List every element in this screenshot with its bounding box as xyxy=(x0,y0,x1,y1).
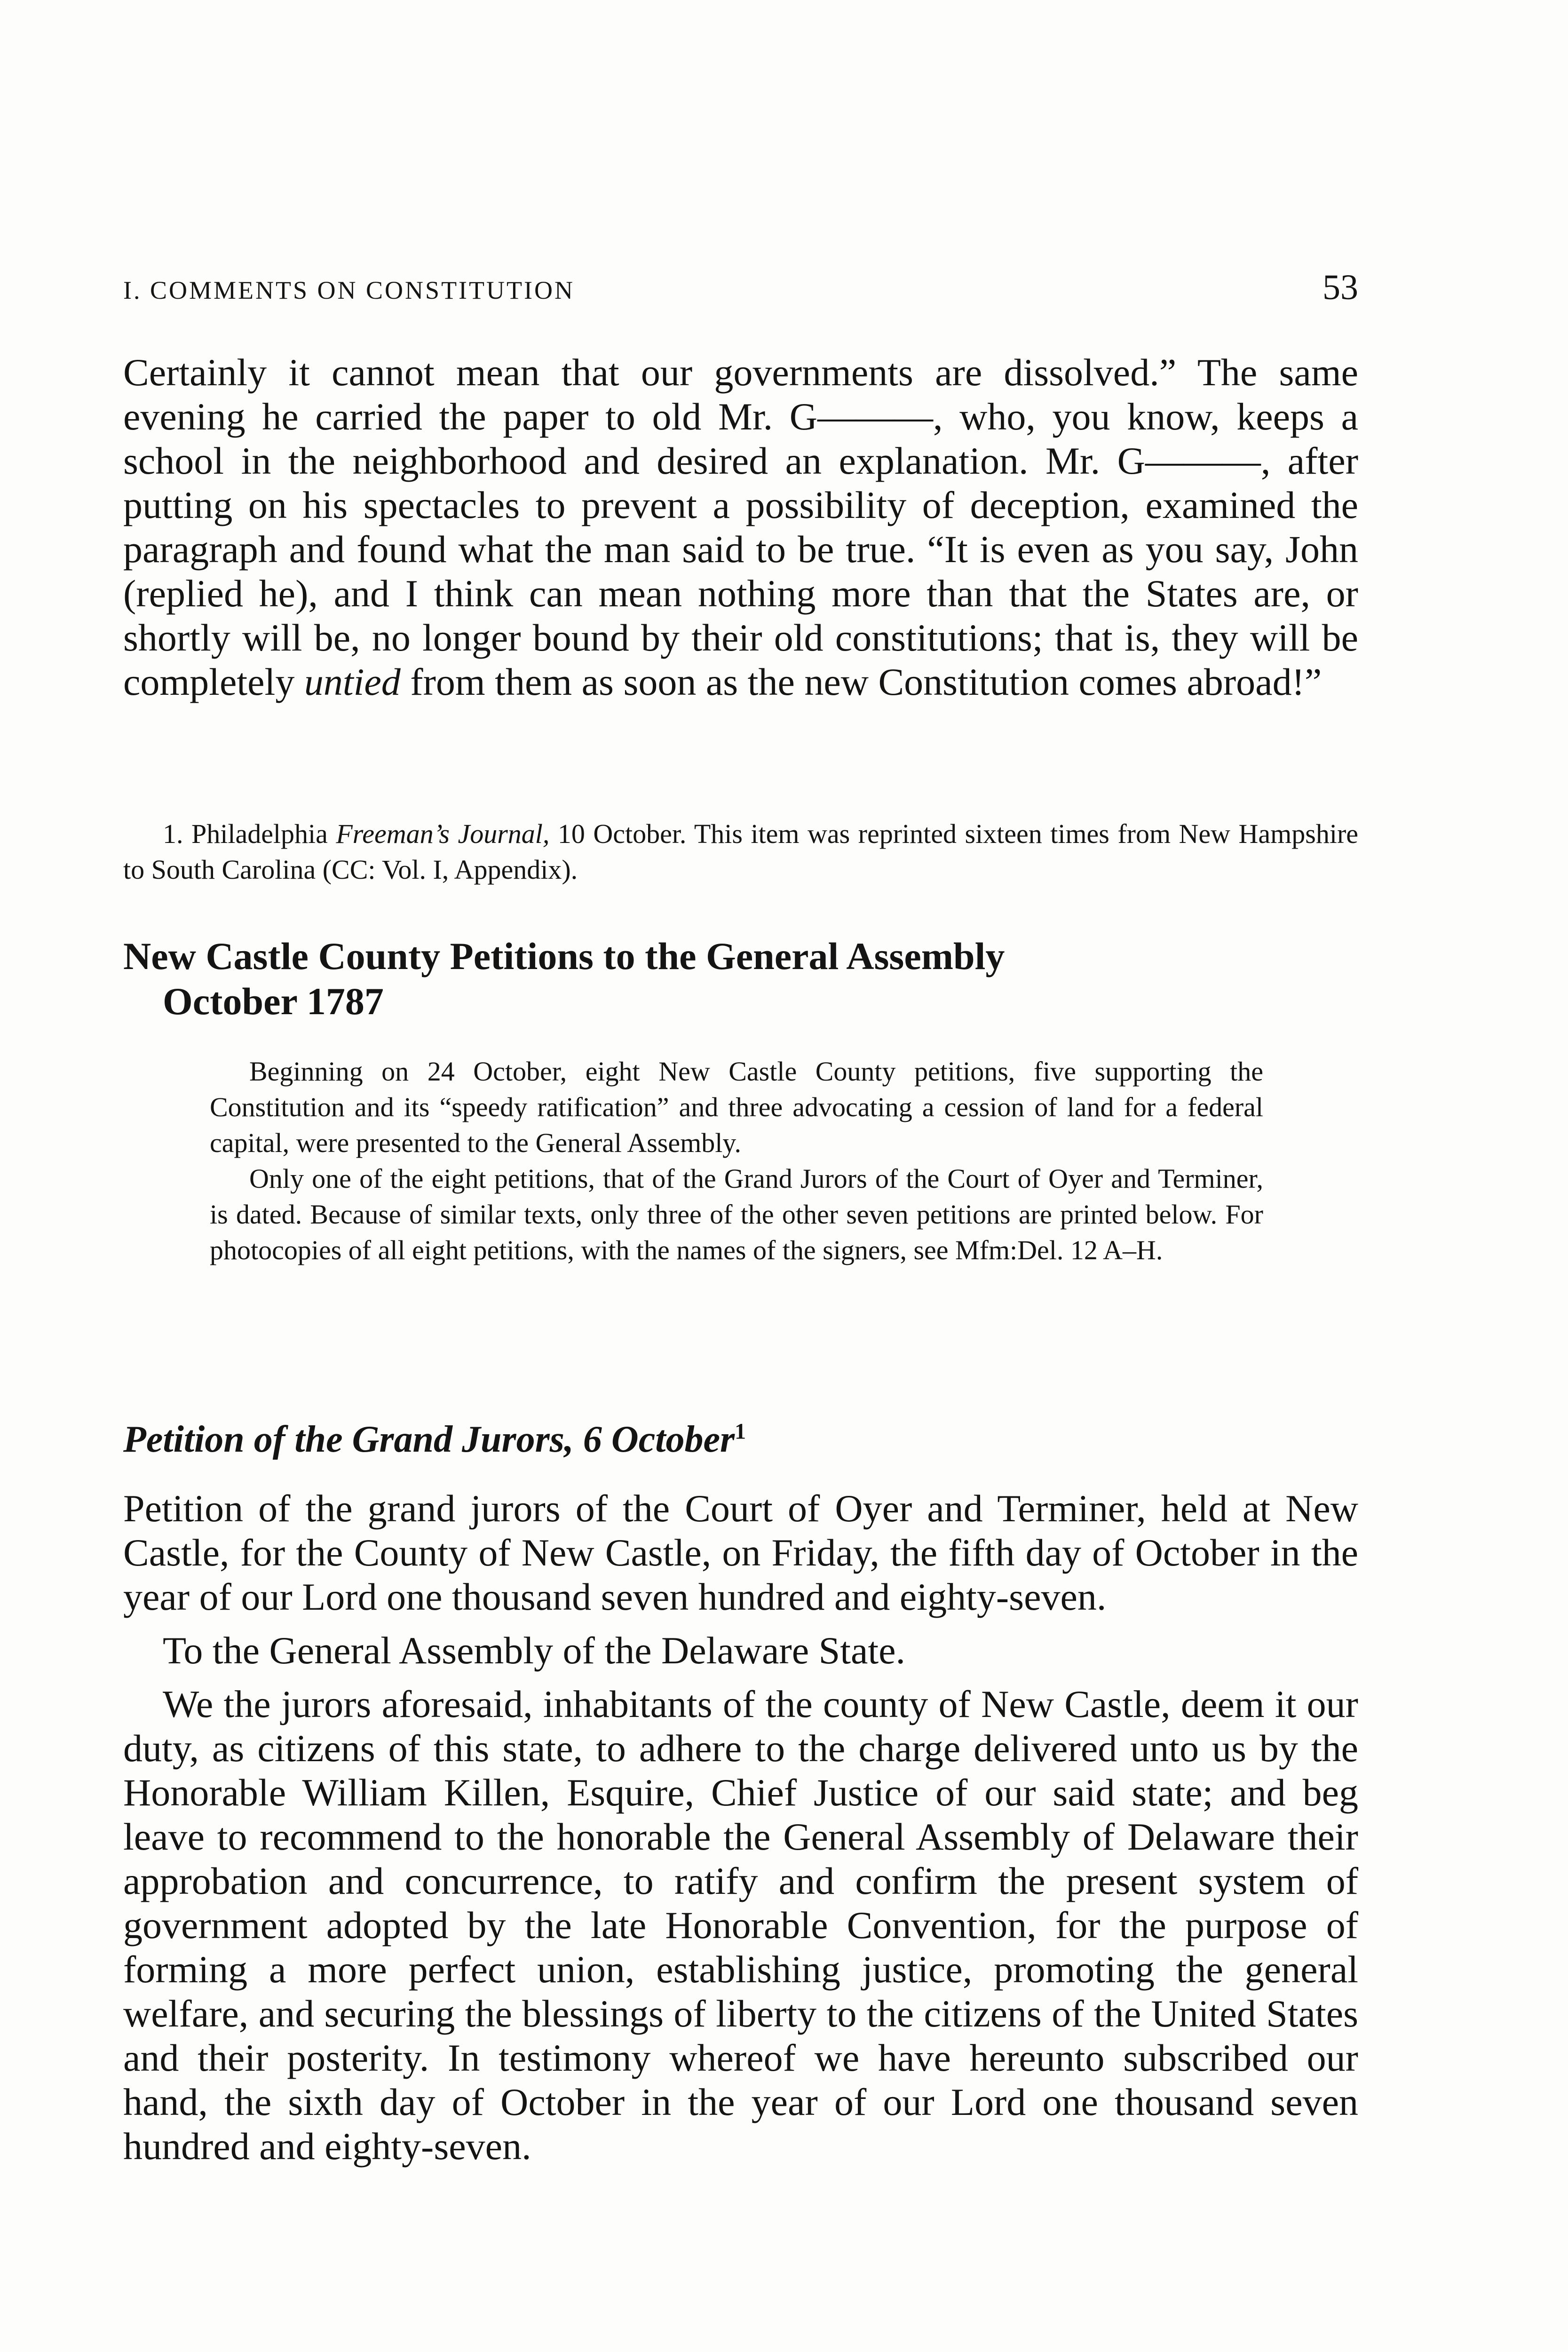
footnote-text-2: 10 October. This item was reprinted sixteen times from New Hampshire to South Carolina (CC: Vol. I, Appendix). xyxy=(123,818,1358,885)
footnote-block xyxy=(123,816,1358,888)
continuation-block xyxy=(123,350,1358,704)
petition-paragraph-2: To the General Assembly of the Delaware State. xyxy=(163,1629,906,1672)
section-heading xyxy=(123,934,1358,1024)
section-heading-block xyxy=(123,934,1358,1024)
intro-paragraph-1: Beginning on 24 October, eight New Castle County petitions, five supporting the Constitution and its “speedy ratification” and three advocating a cession of land for a federal capital, were presented to the General Assembly. xyxy=(210,1056,1263,1158)
editorial-intro xyxy=(210,1054,1263,1268)
section-heading-line-1: New Castle County Petitions to the General Assembly xyxy=(123,935,1005,977)
footnote-journal-title: Freeman’s Journal, xyxy=(336,818,550,849)
intro-paragraph-2: Only one of the eight petitions, that of the Grand Jurors of the Court of Oyer and Terminer, is dated. Because of similar texts, only three of the other seven petitions are printed below. For photocopies of all eight petitions, with the names of the signers, see Mfm:Del. 12 A–H. xyxy=(210,1163,1263,1265)
footnote xyxy=(123,816,1358,888)
continuation-text-1: Certainly it cannot mean that our governments are dissolved.” The same evening he carried the paper to old Mr. G———, who, you know, keeps a school in the neighborhood and desired an explanation. Mr. G———, after putting on his spectacles to prevent a possibility of deception, examined the paragraph and found what the man said to be true. “It is even as you say, John (replied he), and I think can mean nothing more than that the States are, or shortly will be, no longer bound by their old constitutions; that is, they will be completely xyxy=(123,351,1358,703)
petition-heading xyxy=(123,1418,1358,1461)
footnote-text-1: 1. Philadelphia xyxy=(163,818,336,849)
running-head xyxy=(123,267,1358,310)
page-number: 53 xyxy=(1323,268,1358,307)
petition-heading-block xyxy=(123,1418,1358,1461)
section-heading-line-2: October 1787 xyxy=(163,980,384,1023)
running-head-section: I. COMMENTS ON CONSTITUTION xyxy=(123,276,575,304)
petition-paragraph-3: We the jurors aforesaid, inhabitants of the county of New Castle, deem it our duty, as citizens of this state, to adhere to the charge delivered unto us by the Honorable William Killen, Esquire, Chief Justice of our said state; and beg leave to recommend to the honorable the General Assembly of Delaware their approbation and concurrence, to ratify and confirm the present system of government adopted by the late Honorable Convention, for the purpose of forming a more perfect union, establishing justice, promoting the general welfare, and securing the blessings of liberty to the citizens of the United States and their posterity. In testimony whereof we have hereunto subscribed our hand, the sixth day of October in the year of our Lord one thousand seven hundred and eighty-seven. xyxy=(123,1683,1358,2168)
continuation-text-2: from them as soon as the new Constitution comes abroad!” xyxy=(400,660,1322,703)
footnote-marker: 1 xyxy=(735,1419,746,1444)
continuation-emphasis: untied xyxy=(304,660,401,703)
petition-body xyxy=(123,1486,1358,2169)
petition-paragraph-1: Petition of the grand jurors of the Court of Oyer and Terminer, held at New Castle, for the County of New Castle, on Friday, the fifth day of October in the year of our Lord one thousand seven hundred and eighty-seven. xyxy=(123,1487,1358,1618)
continuation-paragraph xyxy=(123,350,1358,704)
petition-heading-text: Petition of the Grand Jurors, 6 October xyxy=(123,1419,735,1460)
